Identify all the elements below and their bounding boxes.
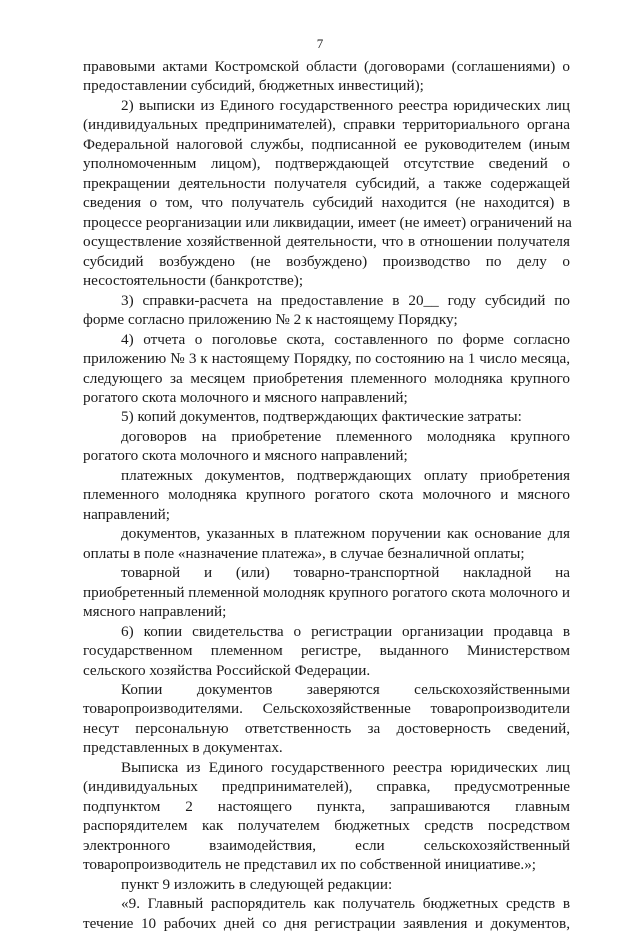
text-line: распорядителем как получателем бюджетных средств посредством	[83, 817, 570, 835]
text-line: Выписка из Единого государственного реестра юридических лиц	[121, 758, 570, 776]
text-line: «9. Главный распорядитель как получатель бюджетных средств в	[121, 895, 570, 913]
text-line: электронного взаимодействия, если сельскохозяйственный	[83, 836, 570, 854]
text-line: 4) отчета о поголовье скота, составленного по форме согласно	[121, 330, 570, 348]
text-line: приложению № 3 к настоящему Порядку, по состоянию на 1 число месяца,	[83, 350, 570, 368]
text-line: 2) выписки из Единого государственного реестра юридических лиц	[121, 96, 570, 114]
text-line: Федеральной налоговой службы, подписанной ее руководителем (иным	[83, 135, 570, 153]
text-line: процессе реорганизации или ликвидации, имеет (не имеет) ограничений на	[83, 213, 572, 231]
text-line: рогатого скота молочного и мясного направлений;	[83, 447, 408, 465]
text-line: форме согласно приложению № 2 к настоящему Порядку;	[83, 311, 458, 329]
text-line: документов, указанных в платежном поручении как основание для	[121, 525, 570, 543]
text-line: представленных в документах.	[83, 739, 283, 757]
text-line: товарной и (или) товарно-транспортной накладной на	[121, 564, 570, 582]
text-line: предоставлении субсидий, бюджетных инвестиций);	[83, 77, 424, 95]
text-line: Копии документов заверяются сельскохозяйственными	[121, 681, 570, 698]
text-line: 3) справки-расчета на предоставление в 20__ году субсидий по	[121, 291, 570, 309]
text-line: подпунктом 2 настоящего пункта, запрашиваются главным	[83, 797, 570, 815]
text-line: (индивидуальных предпринимателей), справка, предусмотренные	[83, 778, 570, 796]
text-line: пункт 9 изложить в следующей редакции:	[121, 875, 393, 893]
text-line: (индивидуальных предпринимателей), справки территориального органа	[83, 116, 570, 134]
text-line: направлений;	[83, 505, 171, 523]
text-line: платежных документов, подтверждающих оплату приобретения	[121, 466, 570, 484]
text-line: осуществление хозяйственной деятельности, что в отношении получателя	[83, 233, 570, 251]
text-line: следующего за месяцем приобретения племенного молодняка крупного	[83, 369, 570, 387]
text-line: 5) копий документов, подтверждающих фактические затраты:	[121, 408, 522, 426]
text-line: племенного молодняка крупного рогатого скота молочного и мясного	[83, 486, 570, 504]
text-line: течение 10 рабочих дней со дня регистрации заявления и документов,	[83, 914, 570, 932]
text-line: 6) копии свидетельства о регистрации организации продавца в	[121, 622, 570, 640]
text-line: товаропроизводителями. Сельскохозяйственные товаропроизводители	[83, 700, 570, 718]
text-line: несут персональную ответственность за достоверность сведений,	[83, 719, 570, 737]
text-line: мясного направлений;	[83, 603, 227, 621]
text-line: субсидий возбуждено (не возбуждено) производство по делу о	[83, 252, 570, 270]
text-line: уполномоченным лицом), подтверждающей отсутствие сведений о	[83, 155, 570, 173]
text-line: товаропроизводитель не представил их по собственной инициативе.»;	[83, 856, 537, 874]
text-line: рогатого скота молочного и мясного направлений;	[83, 388, 408, 406]
text-line: договоров на приобретение племенного молодняка крупного	[121, 427, 570, 445]
document-body	[83, 57, 570, 933]
text-line: оплаты в поле «назначение платежа», в случае безналичной оплаты;	[83, 544, 525, 562]
text-line: несостоятельности (банкротстве);	[83, 272, 304, 290]
text-line: сведения о том, что получатель субсидий находится (не находится) в	[83, 194, 570, 212]
text-line: прекращении деятельности получателя субсидий, а также содержащей	[83, 174, 570, 192]
text-line: правовыми актами Костромской области (договорами (соглашениями) о	[83, 58, 570, 75]
text-line: государственном племенном регистре, выданного Министерством	[83, 642, 570, 660]
text-line: приобретенный племенной молодняк крупного рогатого скота молочного и	[83, 583, 570, 601]
page-number: 7	[316, 36, 324, 51]
text-line: сельского хозяйства Российской Федерации.	[83, 661, 371, 679]
